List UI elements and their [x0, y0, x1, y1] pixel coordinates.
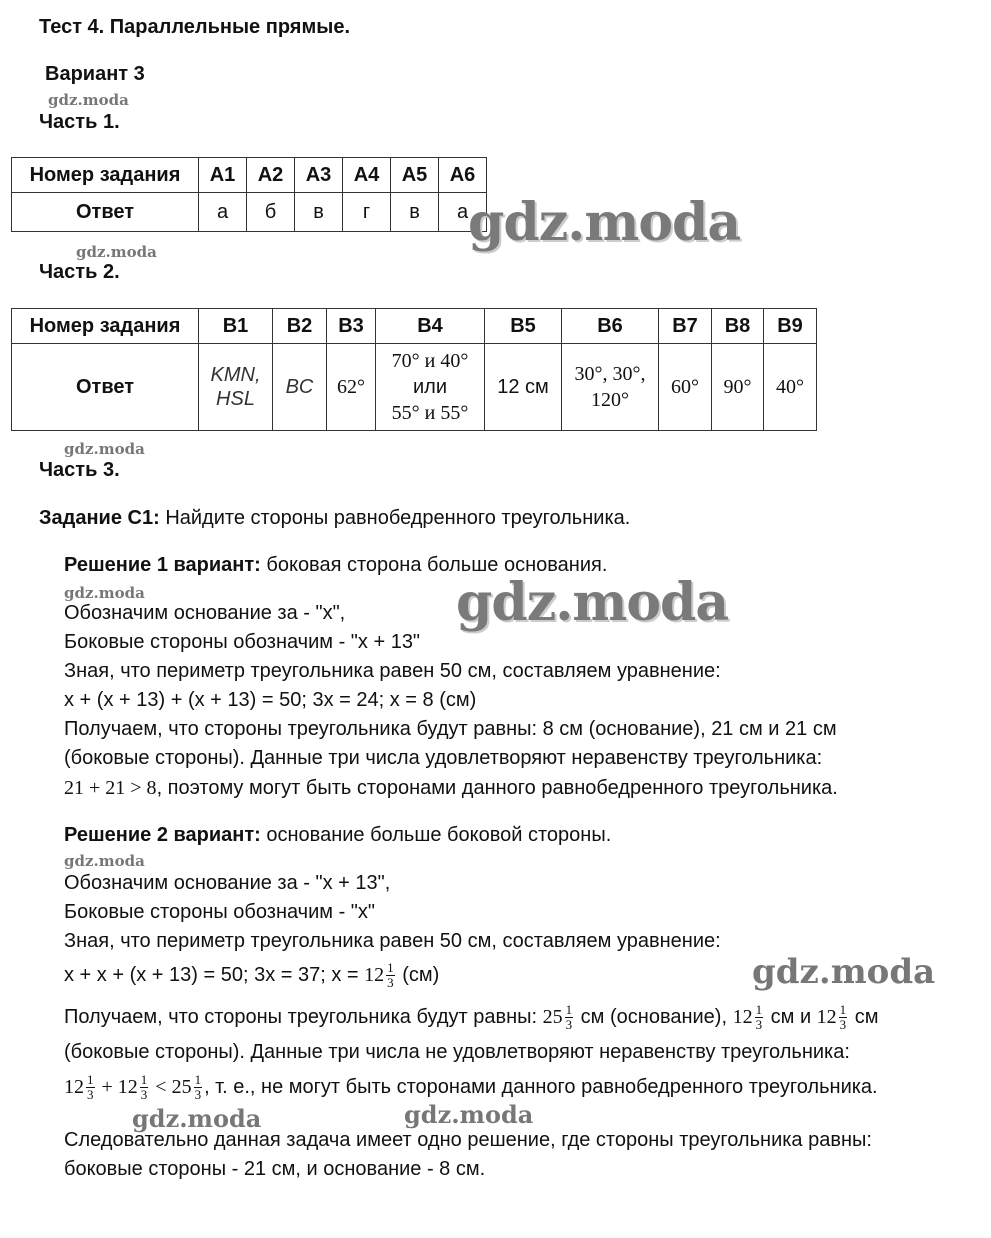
answer-cell: в — [391, 193, 439, 232]
solution-label: Решение 1 вариант: — [64, 554, 261, 576]
mixed-whole: 25 — [171, 1075, 192, 1098]
solution2-heading — [64, 823, 611, 847]
answer-cell-b4 — [376, 344, 485, 431]
answer-text: 30°, 30°, — [574, 363, 646, 385]
watermark: gdz.moda — [76, 243, 157, 261]
text: см (основание), — [575, 1005, 733, 1028]
text-line: Боковые стороны обозначим - "x + 13" — [64, 631, 421, 653]
variant-label: Вариант 3 — [45, 63, 145, 85]
answer-cell: 40° — [764, 344, 817, 431]
text: Получаем, что стороны треугольника будут равны: — [64, 1005, 543, 1028]
header-cell: В4 — [376, 309, 485, 344]
header-cell: А1 — [199, 158, 247, 193]
page-title: Тест 4. Параллельные прямые. — [39, 16, 350, 38]
text-line — [64, 776, 838, 800]
answer-cell: 12 см — [485, 344, 562, 431]
watermark: gdz.moda — [64, 584, 145, 602]
solution-label: Решение 2 вариант: — [64, 824, 261, 846]
text: x + x + (x + 13) = 50; 3x = 37; x = — [64, 963, 365, 986]
task-c1 — [39, 506, 630, 530]
fraction — [86, 1073, 95, 1102]
header-cell: В8 — [712, 309, 764, 344]
equation-line — [64, 961, 439, 990]
denominator: 3 — [839, 1017, 847, 1032]
part2-table — [11, 308, 817, 431]
answer-text: 70° и 40° — [391, 350, 469, 372]
numerator: 1 — [387, 960, 394, 975]
denominator: 3 — [565, 1017, 573, 1032]
header-cell: В3 — [327, 309, 376, 344]
watermark: gdz.moda — [64, 440, 145, 458]
part2-heading: Часть 2. — [39, 261, 120, 283]
text-line: (боковые стороны). Данные три числа не удовлетворяют неравенству треугольника: — [64, 1041, 850, 1063]
numerator: 1 — [839, 1002, 847, 1017]
header-cell: А2 — [247, 158, 295, 193]
watermark: gdz.moda — [456, 572, 729, 633]
mixed-whole: 12 — [64, 1075, 84, 1098]
header-cell: Номер задания — [12, 158, 199, 193]
numerator: 1 — [755, 1002, 763, 1017]
part1-heading: Часть 1. — [39, 111, 120, 133]
answer-text: HSL — [216, 388, 255, 410]
denominator: 3 — [194, 1087, 202, 1102]
watermark: gdz.moda — [404, 1100, 534, 1129]
answer-text: 55° и 55° — [391, 402, 469, 424]
table-row — [12, 193, 487, 232]
task-label: Задание С1: — [39, 507, 160, 529]
denominator: 3 — [387, 975, 394, 990]
plus: + — [96, 1075, 118, 1098]
watermark: gdz.moda — [48, 91, 129, 109]
answer-cell: BC — [273, 344, 327, 431]
mixed-whole: 12 — [117, 1075, 138, 1098]
answer-cell-b6 — [562, 344, 659, 431]
text: см — [849, 1005, 879, 1028]
answer-label: Ответ — [12, 344, 199, 431]
answer-cell: 62° — [327, 344, 376, 431]
table-header-row — [12, 158, 487, 193]
answer-label: Ответ — [12, 193, 199, 232]
answer-cell: б — [247, 193, 295, 232]
table-header-row — [12, 309, 817, 344]
header-cell: В6 — [562, 309, 659, 344]
fraction — [755, 1003, 764, 1032]
header-cell: А5 — [391, 158, 439, 193]
answer-cell: в — [295, 193, 343, 232]
header-cell: А4 — [343, 158, 391, 193]
fraction — [839, 1003, 848, 1032]
inequality: 21 + 21 > 8 — [64, 777, 157, 799]
watermark: gdz.moda — [468, 192, 741, 253]
denominator: 3 — [87, 1087, 94, 1102]
mixed-whole: 12 — [732, 1005, 753, 1028]
conclusion-line: Следовательно данная задача имеет одно решение, где стороны треугольника равны: — [64, 1129, 872, 1151]
text-line: Зная, что периметр треугольника равен 50 см, составляем уравнение: — [64, 930, 721, 952]
part3-heading: Часть 3. — [39, 459, 120, 481]
text-line — [64, 1003, 878, 1032]
solution-title: основание больше боковой стороны. — [260, 824, 612, 846]
answer-text: 120° — [591, 389, 629, 411]
text-line: Обозначим основание за - "x + 13", — [64, 872, 391, 894]
numerator: 1 — [87, 1072, 94, 1087]
header-cell: А3 — [295, 158, 343, 193]
numerator: 1 — [194, 1072, 202, 1087]
mixed-whole: 12 — [816, 1005, 837, 1028]
text: (см) — [396, 963, 440, 986]
fraction — [565, 1003, 574, 1032]
header-cell: В1 — [199, 309, 273, 344]
answer-cell: а — [439, 193, 487, 232]
header-cell: Номер задания — [12, 309, 199, 344]
table-row — [12, 344, 817, 431]
text-line: Зная, что периметр треугольника равен 50 см, составляем уравнение: — [64, 660, 721, 682]
part1-table — [11, 157, 487, 232]
text-line — [64, 1073, 878, 1102]
header-cell: В9 — [764, 309, 817, 344]
header-cell: А6 — [439, 158, 487, 193]
watermark: gdz.moda — [132, 1104, 262, 1133]
mixed-whole: 25 — [542, 1005, 563, 1028]
header-cell: В7 — [659, 309, 712, 344]
answer-cell: 90° — [712, 344, 764, 431]
answer-cell-b1 — [199, 344, 273, 431]
text: , поэтому могут быть сторонами данного равнобедренного треугольника. — [156, 777, 838, 799]
answer-text: KMN, — [210, 364, 261, 386]
denominator: 3 — [755, 1017, 763, 1032]
header-cell: В5 — [485, 309, 562, 344]
text-line: Обозначим основание за - "x", — [64, 602, 346, 624]
mixed-whole: 12 — [364, 963, 385, 986]
conclusion-line: боковые стороны - 21 см, и основание - 8 см. — [64, 1158, 486, 1180]
text-line: Получаем, что стороны треугольника будут равны: 8 см (основание), 21 см и 21 см — [64, 718, 837, 740]
less-than: < — [150, 1075, 172, 1098]
task-text: Найдите стороны равнобедренного треугольника. — [159, 507, 631, 529]
text-line: Боковые стороны обозначим - "x" — [64, 901, 375, 923]
denominator: 3 — [140, 1087, 148, 1102]
answer-cell: 60° — [659, 344, 712, 431]
solution-title: боковая сторона больше основания. — [260, 554, 608, 576]
text: см и — [765, 1005, 817, 1028]
text-line: x + (x + 13) + (x + 13) = 50; 3x = 24; x = 8 (см) — [64, 689, 477, 711]
answer-text: или — [412, 376, 447, 398]
fraction — [194, 1073, 203, 1102]
fraction — [386, 961, 395, 990]
fraction — [140, 1073, 149, 1102]
answer-cell: а — [199, 193, 247, 232]
watermark: gdz.moda — [752, 952, 936, 992]
numerator: 1 — [565, 1002, 573, 1017]
text-line: (боковые стороны). Данные три числа удовлетворяют неравенству треугольника: — [64, 747, 823, 769]
text: , т. е., не могут быть сторонами данного равнобедренного треугольника. — [204, 1075, 878, 1098]
numerator: 1 — [140, 1072, 148, 1087]
answer-cell: г — [343, 193, 391, 232]
header-cell: В2 — [273, 309, 327, 344]
watermark: gdz.moda — [64, 852, 145, 870]
